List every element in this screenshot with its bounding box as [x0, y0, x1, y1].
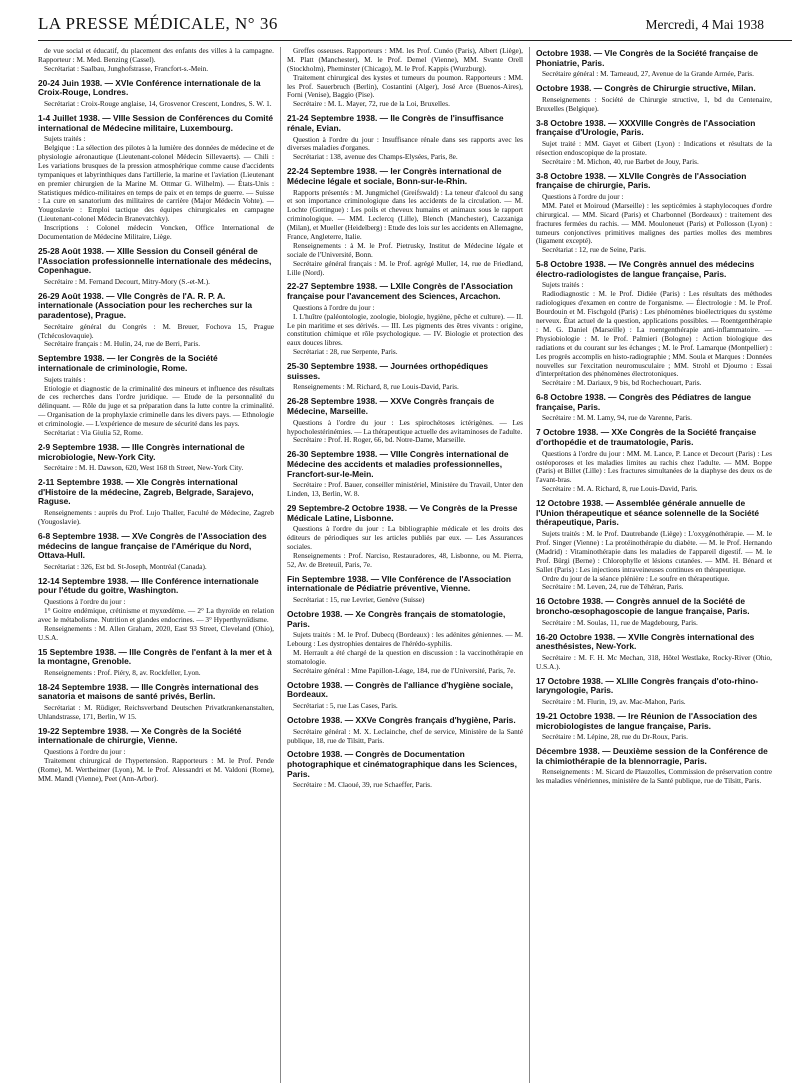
entry-heading: Septembre 1938. — Ier Congrès de la Société internationale de criminologie, Rome. [38, 353, 218, 374]
entry-heading: Octobre 1938. — XXVe Congrès français d'hygiène, Paris. [287, 714, 516, 725]
entry-heading: 15 Septembre 1938. — IIIe Congrès de l'enfant à la mer et à la montagne, Grenoble. [38, 646, 272, 667]
running-header [38, 14, 792, 41]
entry-heading: 12 Octobre 1938. — Assemblée générale annuelle de l'Union thérapeutique et séance solennelle de la Société thérapeutique, Paris. [536, 498, 760, 528]
entry-heading: 3-8 Octobre 1938. — XLVIIe Congrès de l'Association française de chirurgie, Paris. [536, 170, 747, 191]
entry-paragraph: Questions à l'ordre du jour : [44, 597, 126, 607]
congress-entry [536, 712, 772, 742]
entry-paragraph: Secrétaire général français : M. le Prof. agrégé Muller, 14, rue de Friedland, Lille (Nord). [287, 258, 523, 277]
entry-paragraph: Secrétaire : M. Dariaux, 9 bis, bd Rochechouart, Paris. [542, 378, 702, 388]
entry-heading: 19-21 Octobre 1938. — Ire Réunion de l'Association des microbiologistes de langue française, Paris. [536, 710, 758, 731]
entry-heading: 7 Octobre 1938. — XXe Congrès de la Société française d'orthopédie et de traumatologie, Paris. [536, 427, 757, 448]
entry-paragraph: Secrétaire : M. Claoué, 39, rue Schaeffer, Paris. [293, 780, 432, 790]
entry-paragraph: M. Herrault a été chargé de la question en discussion : la vaccinothérapie en stomatologie. [287, 648, 523, 666]
issue-date: Mercredi, 4 Mai 1938 [645, 17, 764, 32]
entry-paragraph: Secrétaire : M. Michon, 40, rue Barbet de Jouy, Paris. [542, 156, 699, 166]
entry-paragraph: Secrétaire : M. Flurin, 19, av. Mac-Mahon, Paris. [542, 696, 686, 706]
entry-heading: Octobre 1938. — Xe Congrès français de stomatologie, Paris. [287, 609, 506, 629]
entry-paragraph: Secrétaire : M. H. Dawson, 620, West 168 th Street, New-York City. [44, 463, 244, 473]
congress-entry [287, 504, 523, 570]
congress-entry [287, 114, 523, 162]
entry-paragraph: Sujets traités : [44, 134, 86, 144]
congress-entry [287, 610, 523, 676]
entry-paragraph: Secrétaire général : M. Tarneaud, 27, Avenue de la Grande Armée, Paris. [542, 69, 754, 79]
entry-heading: 22-24 Septembre 1938. — Ier Congrès international de Médecine légale et sociale, Bonn-sur-le-Rhin. [287, 166, 502, 186]
entry-heading: 2-9 Septembre 1938. — IIIe Congrès international de microbiologie, New-York City. [38, 441, 245, 462]
congress-entry [38, 648, 274, 678]
entry-paragraph: Secrétariat : Croix-Rouge anglaise, 14, Grosvenor Crescent, Londres, S. W. 1. [44, 98, 272, 108]
column-3 [529, 47, 772, 1083]
entry-heading: Décembre 1938. — Deuxième session de la Conférence de la chimiothérapie de la blennorragie, Paris. [536, 746, 768, 766]
congress-entry [38, 727, 274, 784]
entry-heading: 16-20 Octobre 1938. — XVIIe Congrès international des anesthésistes, New-York. [536, 631, 755, 652]
entry-paragraph: Traitement chirurgical des kystes et tumeurs du poumon. Rapporteurs : MM. les Prof. Sauerbruch (Berlin), Costantini (Alger), José Arce (Buenos-Aires), Forni (Venise), Baggio (Pise). [287, 72, 523, 100]
congress-entry [536, 633, 772, 672]
entry-paragraph: Renseignements : auprès du Prof. Lujo Thaller, Faculté de Médecine, Zagreb (Yougoslavie). [38, 508, 274, 526]
congress-entry [38, 532, 274, 572]
entry-paragraph: Questions à l'ordre du jour : Les spirochétoses ictérigènes. — Les hypocholestérinémies. — La thérapeutique actuelle des avitaminoses de l'adulte. [287, 417, 523, 436]
entry-heading: 3-8 Octobre 1938. — XXXVIIIe Congrès de l'Association française d'Urologie, Paris. [536, 117, 756, 138]
entry-paragraph: Questions à l'ordre du jour : La bibliographie médicale et les droits des éditeurs de périodiques sur les articles publiés par eux. — Les Assurances sociales. [287, 524, 523, 552]
entry-heading: 18-24 Septembre 1938. — IIIe Congrès international des sanatoria et maisons de santé privés, Berlin. [38, 681, 259, 702]
entry-paragraph: Secrétaire : Prof. H. Roger, 66, bd. Notre-Dame, Marseille. [293, 435, 466, 445]
entry-paragraph: Secrétaire : M. Lépine, 28, rue du Dr-Roux, Paris. [542, 732, 688, 742]
entry-heading: 21-24 Septembre 1938. — IIe Congrès de l'insuffisance rénale, Evian. [287, 113, 504, 133]
entry-paragraph: de vue social et éducatif, du placement des enfants des villes à la campagne. Rapporteur : M. Med. Benzing (Cassel). [38, 47, 274, 64]
congress-entry [38, 292, 274, 350]
entry-paragraph: Sujets traités : M. le Prof. Dubecq (Bordeaux) : les adénites géniennes. — M. Lebourg : Les dystrophies dentaires de l'hérédo-syphilis. [287, 630, 523, 649]
congress-entry [38, 478, 274, 527]
entry-paragraph: Renseignements : M. Richard, 8, rue Louis-David, Paris. [293, 382, 459, 392]
congress-entry [536, 393, 772, 423]
congress-entry [536, 260, 772, 388]
congress-entry [536, 119, 772, 167]
entry-heading: 16 Octobre 1938. — Congrès annuel de la Société de broncho-œsophagoscopie de langue française, Paris. [536, 596, 750, 616]
congress-entry [287, 362, 523, 392]
entry-paragraph: Secrétaire général : Mme Papillon-Léage, 184, rue de l'Université, Paris, 7e. [293, 665, 516, 675]
congress-entry [536, 84, 772, 113]
entry-heading: 20-24 Juin 1938. — XVIe Conférence internationale de la Croix-Rouge, Londres. [38, 77, 261, 98]
entry-heading: 26-28 Septembre 1938. — XXVe Congrès français de Médecine, Marseille. [287, 396, 495, 416]
congress-entry [38, 683, 274, 722]
entry-heading: 6-8 Septembre 1938. — XVe Congrès de l'Association des médecins de langue française de l'Amérique du Nord, Ottava-Hull. [38, 530, 267, 561]
entry-paragraph: Secrétaire : M. Leven, 24, rue de Téhéran, Paris. [542, 582, 684, 592]
entry-paragraph: Secrétariat : 326, Est bd. St-Joseph, Montréal (Canada). [44, 561, 207, 571]
entry-paragraph: Secrétariat : M. Rüdiger, Reichsverband Deutschen Privatkrankenanstalten, Uhlandstrasse, 171, Berlin, W 15. [38, 703, 274, 721]
entry-paragraph: I. L'huître (paléontologie, zoologie, biologie, hygiène, pêche et culture). — II. Le pin maritime et ses dérivés. — III. Les pigments des êtres vivants : origine, constitution chimique et rôle psychologique. — IV. Biologie et protection des eaux douces libres. [287, 311, 523, 348]
entry-heading: 29 Septembre-2 Octobre 1938. — Ve Congrès de la Presse Médicale Latine, Lisbonne. [287, 503, 518, 523]
entry-paragraph: Secrétaire : M. F. H. Mc Mechan, 318, Hôtel Westlake, Rocky-River (Ohio, U.S.A.). [536, 652, 772, 671]
entry-paragraph: MM. Patel et Moiroud (Marseille) : les septicémies à staphylocoques d'ordre chirurgical. — MM. Sicard (Paris) et Charbonnel (Bordeaux) : traitement des fractures fermées du rachis. — MM. Mouloneuet (Paris) et Pollosson (Lyon) : tumeurs conjonctives primitives malignes des parties molles des membres (ligament excepté). [536, 200, 772, 246]
entry-heading: Fin Septembre 1938. — VIIe Conférence de l'Association internationale de Pédiatrie préventive, Vienne. [287, 573, 511, 594]
entry-paragraph: Sujets traités : [44, 374, 86, 384]
entry-paragraph: 1° Goitre endémique, crétinisme et myxœdème. — 2° La thyroïde en relation avec le métabolisme. Nutrition et glandes endocrines. — 3° Hyperthyroïdisme. [38, 605, 274, 624]
entry-paragraph: Secrétaire général du Congrès : M. Breuer, Fochova 15, Prague (Tchécoslovaquie). [38, 321, 274, 340]
columns [38, 47, 792, 1083]
congress-entry [287, 575, 523, 605]
column-1 [38, 47, 274, 1083]
entry-paragraph: Secrétaire : M. Fernand Decourt, Mitry-Mory (S.-et-M.). [44, 276, 210, 286]
entry-paragraph: Secrétaire général : M. X. Leclainche, chef de service, Ministère de la Santé publique, 18, rue de Tilsitt, Paris. [287, 726, 523, 745]
entry-heading: 22-27 Septembre 1938. — LXIIe Congrès de l'Association française pour l'avancement des Sciences, Arcachon. [287, 281, 513, 302]
congress-entry [536, 677, 772, 707]
congress-entry [38, 577, 274, 643]
entry-paragraph: Inscriptions : Colonel médecin Voncken, Office International de Documentation de Médecine Militaire, Liège. [38, 223, 274, 241]
congress-entry [287, 282, 523, 357]
entry-paragraph: Secrétariat : Via Giulia 52, Rome. [44, 428, 143, 438]
congress-entry [536, 747, 772, 786]
congress-entry [287, 397, 523, 445]
entry-paragraph: Rapports présentés : M. Jungmichel (Greifswald) : La teneur d'alcool du sang et son importance criminologique dans les accidents de la circulation. — M. Lochte (Gottingue) : Les poils et cheveux humains et animaux sous le rapport criminologique. — MM. Leclercq (Lille), Blench (Manchester), Cazzaniga (Milan), et Mueller (Heidelberg) : Etude des lois sur les accidents en Allemagne, France, Angleterre, Italie. [287, 187, 523, 241]
entry-paragraph: Radiodiagnostic : M. le Prof. Didiée (Paris) : Les résultats des méthodes radiologiques d'examen en contre de l'organisme. — Électrologie : M. le Prof. Bourdouin et M. Fischgold (Paris) : Les phénomènes bioélectriques du système nerveux. État actuel de la question, applications possibles. — Roentgenthérapie : M. G. Daniel (Marseille) : La roentgenthérapie anti-inflammatoire. — Physiobiologie : M. le Prof. Palmieri (Bologne) : Action biologique des radiations et du courant sur les échanges ; M. le Prof. Lamarque (Montpellier) : Les progrès accomplis en histo-radiographie ; MM. Soula et Marques : Données nouvelles sur l'excitation neuromusculaire ; MM. Strohl et Djourno : Essai d'interprétation des phénomènes électrotoniques. [536, 289, 772, 379]
congress-entry [536, 49, 772, 79]
entry-heading: 25-28 Août 1938. — XIIIe Session du Conseil général de l'Association professionnelle internationale des médecins, Copenhague. [38, 245, 272, 276]
congress-entry [38, 247, 274, 287]
entry-heading: 19-22 Septembre 1938. — Xe Congrès de la Société internationale de chirurgie, Vienne. [38, 725, 242, 746]
entry-heading: 25-30 Septembre 1938. — Journées orthopédiques suisses. [287, 361, 489, 381]
entry-heading: Octobre 1938. — Congrès de Documentation photographique et cinématographique dans les Sciences, Paris. [287, 749, 517, 779]
entry-heading: 26-29 Août 1938. — VIIe Congrès de l'A. R. P. A. internationale (Association pour les recherches sur la paradentose), Prague. [38, 290, 253, 321]
entry-paragraph: Questions à l'ordre du jour : [44, 747, 126, 757]
entry-paragraph: Renseignements : Prof. Piéry, 8, av. Rockfeller, Lyon. [44, 667, 201, 677]
entry-paragraph: Secrétaire : M. L. Mayer, 72, rue de la Loi, Bruxelles. [293, 99, 450, 109]
congress-entry [536, 428, 772, 494]
entry-paragraph: Secrétaire : M. A. Richard, 8, rue Louis-David, Paris. [542, 484, 698, 494]
entry-paragraph: Traitement chirurgical de l'hypertension. Rapporteurs : M. le Prof. Pende (Rome), M. Wertheimer (Lyon), M. le Prof. Alessandri et M. Valdoni (Rome), MM. Mandl (Vienne), Peet (Ann-Arbor). [38, 756, 274, 783]
column-2 [280, 47, 523, 1083]
entry-paragraph: Secrétaire : M. M. Lamy, 94, rue de Varenne, Paris. [542, 413, 692, 423]
entry-heading: 17 Octobre 1938. — XLIIIe Congrès français d'oto-rhino-laryngologie, Paris. [536, 675, 759, 696]
entry-paragraph: Secrétariat : 12, rue de Seine, Paris. [542, 245, 646, 255]
entry-paragraph: Questions à l'ordre du jour : MM. M. Lance, P. Lance et Decourt (Paris) : Les ostéoporoses et les maladies limites au rachis chez l'adulte. — MM. Boppe (Paris) et Billet (Lille) : Les fractures simultanées de la diaphyse des deux os de l'avant-bras. [536, 448, 772, 485]
entry-paragraph: Etiologie et diagnostic de la criminalité des mineurs et influence des résultats de ces recherches dans l'ordre juridique. — Etude de la personnalité du délinquant. — Rôle du juge et sa préparation dans la lutte contre la criminalité. — Organisation de la prophylaxie criminelle dans les divers pays. — Ethnologie et criminologie. — L'expérience de mesure de sécurité dans les pays. [38, 383, 274, 429]
entry-paragraph: Secrétaire : M. Soulas, 11, rue de Magdebourg, Paris. [542, 617, 698, 627]
entry-paragraph: Ordre du jour de la séance plénière : Le soufre en thérapeutique. [542, 573, 730, 583]
entry-heading: 26-30 Septembre 1938. — VIIIe Congrès international de Médecine des accidents et maladies professionnelles, Francfort-sur-le-Mein. [287, 449, 509, 479]
entry-heading: Octobre 1938. — Congrès de Chirurgie structive, Milan. [536, 83, 756, 94]
congress-entry [38, 354, 274, 438]
entry-paragraph: Secrétaire : Prof. Bauer, conseiller ministériel, Ministère du Travail, Unter den Linden, 13, Berlin, W. 8. [287, 480, 523, 499]
entry-heading: Octobre 1938. — Congrès de l'alliance d'hygiène sociale, Bordeaux. [287, 679, 514, 700]
congress-entry [287, 47, 523, 109]
congress-entry [287, 681, 523, 711]
congress-entry [536, 597, 772, 627]
entry-paragraph: Secrétariat : 28, rue Serpente, Paris. [293, 347, 398, 357]
journal-title: LA PRESSE MÉDICALE, N° 36 [38, 14, 278, 33]
entry-paragraph: Secrétariat : 138, avenue des Champs-Elysées, Paris, 8e. [293, 152, 458, 162]
congress-entry [287, 167, 523, 277]
congress-entry [287, 716, 523, 745]
entry-paragraph: Belgique : La sélection des pilotes à la lumière des données de médecine et de physiologie aéronautique (Lieutenant-colonel Médecin Sillevaerts). — Chili : Les variations brusques de la pression atmosphérique comme cause d'accidents tympaniques et labyrinthiques dans l'artillerie, la marine et l'aviation (Lieutenant en premier chirurgien de la Marine M. Ottmar G. Wilhelm). — États-Unis : Statistiques médico-militaires en temps de paix et en temps de guerre. — Suisse : La cure en sanatorium des militaires de carrière (Major Médecin Vohte). — Yougoslavie : Emploi tactique des équipes chirurgicales en campagne (Lieutenant-colonel Médecin Branevatchky). [38, 143, 274, 224]
congress-entry [38, 47, 274, 74]
entry-heading: Octobre 1938. — VIe Congrès de la Société française de Phoniatrie, Paris. [536, 48, 759, 68]
entry-paragraph: Secrétariat : Saalbau, Junghofstrasse, Francfort-s.-Mein. [44, 63, 209, 73]
entry-paragraph: Question à l'ordre du jour : Insuffisance rénale dans ses rapports avec les diverses maladies d'organes. [287, 134, 523, 153]
congress-entry [536, 499, 772, 592]
entry-paragraph: Renseignements : M. Sicard de Plauzolles, Commission de préservation contre les maladies vénériennes, ministère de la Santé publique, rue de Tilsitt, Paris. [536, 767, 772, 786]
congress-entry [287, 450, 523, 499]
entry-paragraph: Secrétariat : 15, rue Levrier, Genève (Suisse) [293, 595, 425, 605]
entry-paragraph: Secrétaire français : M. Hulin, 24, rue de Berri, Paris. [44, 339, 201, 349]
congress-entry [536, 172, 772, 256]
congress-entry [38, 443, 274, 473]
entry-paragraph: Sujets traités : M. le Prof. Dautrebande (Liège) : L'oxygénothérapie. — M. le Prof. Singer (Vienne) : La protéinothérapie du diabète. — M. le Prof. Hernando (Madrid) : Vitaminothérapie dans les maladies de l'appareil digestif. — M. le Prof. Bürgi (Berne) : Chlorophylle et lésions cutanées. — MM. H. Bénard et Sallet (Paris) : Les injections intraveineuses continues en thérapeutique. [536, 529, 772, 574]
congress-entry [38, 79, 274, 109]
entry-paragraph: Greffes osseuses. Rapporteurs : MM. les Prof. Cunéo (Paris), Albert (Liège), M. Platt (Manchester), M. le Prof. Demel (Vienne), MM. Svante Orell (Stockholm), Pheminster (Chicago), M. le Prof. Kappis (Wurzburg). [287, 47, 523, 73]
entry-paragraph: Renseignements : Société de Chirurgie structive, 1, bd du Centenaire, Bruxelles (Belgique). [536, 94, 772, 113]
entry-paragraph: Sujets traités : [542, 280, 584, 290]
entry-paragraph: Sujet traité : MM. Gayet et Gibert (Lyon) : Indications et résultats de la résection endoscopique de la prostate. [536, 138, 772, 157]
entry-paragraph: Renseignements : Prof. Narciso, Restauradores, 48, Lisbonne, ou M. Pierra, 52, Av. de Breteuil, Paris, 7e. [287, 551, 523, 569]
congress-entry [38, 114, 274, 242]
congress-entry [287, 750, 523, 790]
entry-paragraph: Secrétariat : 5, rue Las Cases, Paris. [293, 701, 398, 711]
entry-heading: 2-11 Septembre 1938. — XIe Congrès international d'Histoire de la médecine, Zagreb, Belgrade, Sarajevo, Raguse. [38, 477, 254, 507]
entry-paragraph: Questions à l'ordre du jour : [542, 191, 624, 201]
entry-heading: 6-8 Octobre 1938. — Congrès des Pédiatres de langue française, Paris. [536, 392, 752, 412]
entry-paragraph: Renseignements : à M. le Prof. Pietrusky, Institut de Médecine légale et sociale de l'Université, Bonn. [287, 240, 523, 259]
entry-paragraph: Questions à l'ordre du jour : [293, 302, 375, 312]
entry-paragraph: Renseignements : M. Allen Graham, 2020, East 93 Street, Cleveland (Ohio), U.S.A. [38, 623, 274, 642]
entry-heading: 1-4 Juillet 1938. — VIIIe Session de Conférences du Comité international de Médecine militaire, Luxembourg. [38, 112, 274, 133]
entry-heading: 5-8 Octobre 1938. — IVe Congrès annuel des médecins électro-radiologistes de langue française, Paris. [536, 259, 755, 279]
entry-heading: 12-14 Septembre 1938. — IIIe Conférence internationale pour l'étude du goitre, Washington. [38, 575, 259, 596]
